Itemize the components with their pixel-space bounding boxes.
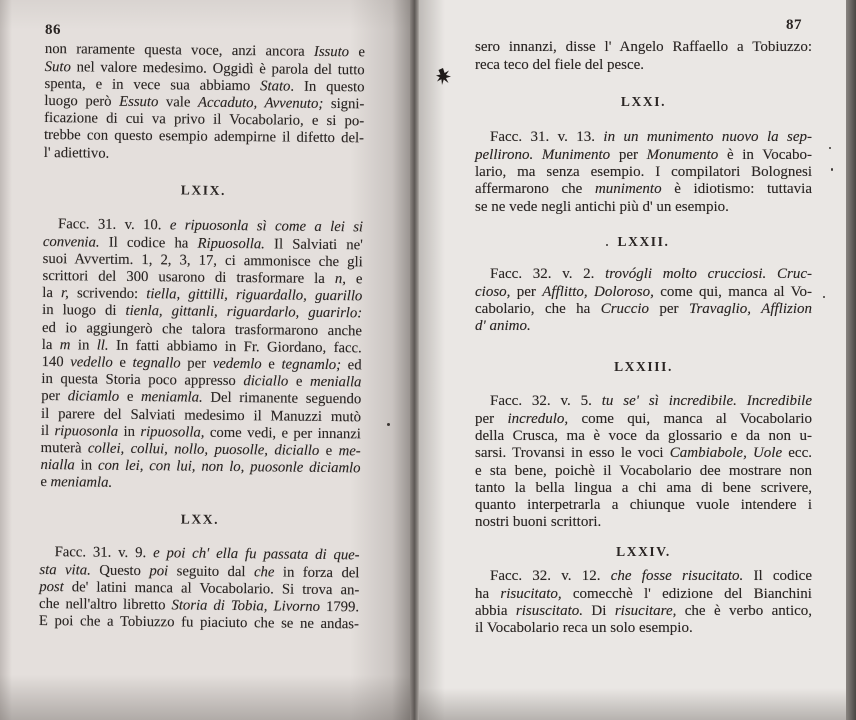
text-run: ficazione di cui va privo il Vocabolario, e si po- [44,110,365,130]
italic-text-run: e poi ch' ella fu passata di que- [153,545,360,564]
italic-text-run: n, [334,271,346,288]
text-run: reca teco del fiele del pesce. [475,56,645,73]
text-run: in [70,337,97,354]
text-run: e sta bene, poichè il Vocabolario dee mostrare non [475,462,812,479]
text-line [475,445,812,462]
text-run: . In questo [290,78,365,96]
book-edge [846,0,856,720]
text-line [475,129,812,146]
text-run: comecchè l' edizione del Bianchini [561,585,812,602]
italic-text-run: risuscitato. [515,602,583,619]
text-line [475,428,812,445]
section-heading-lxxi: LXXI. [620,94,667,110]
page-number: 87 [786,17,802,33]
left-page-text [39,0,366,663]
text-run: in luogo di [42,302,126,320]
text-run: per [180,355,213,372]
text-run: Facc. 31. v. 9. [54,544,154,562]
text-line [475,620,812,637]
text-run: la [42,285,62,302]
text-run: 1799. [319,598,360,616]
text-run: in [118,423,141,440]
text-line [475,199,812,216]
text-run: Facc. 31. v. 10. [57,216,170,234]
text-run: per [510,283,543,300]
text-run: come vedi, e per innanzi [204,424,361,443]
text-run: l' adiettivo. [43,144,110,162]
section-heading-lxx: LXX. [180,511,220,528]
text-run: In fatti abbiamo in Fr. Giordano, facc. [108,337,362,357]
text-run: nel valore medesimo. Oggidì è parola del tutto [70,58,365,78]
text-run: signi- [323,95,365,113]
italic-text-run: Afflitto, Doloroso, [542,283,654,300]
section-paragraph-lxx [39,544,360,633]
text-run: spenta, e in vece sua abbiamo [44,75,261,95]
text-run: scrivendo: [68,285,147,303]
ink-speck [829,147,831,149]
ink-speck [823,296,825,298]
text-run: nostri buoni scrittori. [475,514,602,531]
text-run: e [261,356,282,373]
text-run: Facc. 32. v. 5. [490,393,602,410]
text-run: Del rimanente seguendo [202,390,362,408]
ink-blot [436,68,451,85]
italic-text-run: tiella, gittilli, riguardallo, guarillo [146,286,363,305]
italic-text-run: incredulo, [507,410,569,427]
italic-text-run: collei, collui, nollo, puosolle, diciallo [87,440,320,459]
text-run: in questa Storia poco appresso [41,371,244,390]
italic-text-run: ll. [96,337,109,354]
italic-text-run: tienla, gittanli, riguardarlo, guarirlo: [125,303,363,322]
continued-paragraph [44,41,365,165]
text-run: come qui, manca al Vocabolario [568,410,812,427]
ink-speck [831,168,833,171]
text-run: e [348,44,365,61]
section-paragraph-lxix [40,216,363,495]
italic-text-run: meniamla. [141,389,203,407]
text-run: muterà [40,440,89,457]
text-run: per [610,146,647,163]
italic-text-run: Cambiabole, Uole [669,445,783,462]
text-line [475,57,812,74]
section-paragraph-lxxii [475,266,812,335]
section-heading-lxxii: LXXII. [617,234,670,250]
italic-text-run: Storia di Tobia, Livorno [171,597,321,615]
text-run: Facc. 32. v. 12. [490,568,611,585]
text-run: Il codice [743,568,812,585]
text-run: Il codice ha [99,234,198,252]
text-run: vale [158,94,199,111]
italic-text-run: trovógli molto crucciosi. Cruc- [605,266,812,283]
italic-text-run: me- [338,443,361,460]
text-run: e [119,389,142,406]
text-run: il Vocabolario reca un solo esempio. [475,620,693,637]
text-run: luogo però [44,92,120,110]
text-run: il [40,422,55,439]
italic-text-run: Stato [260,78,291,95]
section-heading-lxxiii: LXXIII. [614,359,673,375]
text-run: e [319,442,339,460]
section-heading-lxix: LXIX. [180,182,227,199]
italic-text-run: diciamlo [67,388,120,406]
page-number: 86 [45,22,61,38]
text-run: non raramente questa voce, anzi ancora [44,41,315,61]
italic-text-run: che [253,563,275,581]
text-line [475,463,812,480]
right-page-text [475,0,812,660]
section-paragraph-lxxiii [475,393,812,531]
italic-text-run: cioso, [475,283,511,300]
text-run: suoi Avvertim. 1, 2, 3, 17, ci ammonisce che gli [42,250,363,271]
continued-paragraph [475,39,812,74]
italic-text-run: Suto [44,58,71,75]
italic-text-run: m [59,336,71,354]
italic-text-run: diciallo [243,373,289,390]
left-page [0,0,412,720]
italic-text-run: in un munimento nuovo la sep- [603,129,812,146]
text-line [475,301,812,318]
italic-text-run: vedello [70,354,113,371]
text-run: E poi che a Tobiuzzo fu piaciuto che se ne andas- [38,613,359,633]
text-run: cabolario, che ha [475,300,601,317]
italic-text-run: d' animo. [475,318,531,335]
text-line [475,147,812,164]
text-run: de' latini manca al Vocabolario. Si trova an- [63,579,360,599]
italic-text-run: Cruccio [600,300,650,317]
italic-text-run: poi [149,562,169,579]
text-line [475,181,812,198]
text-run: in forza del [274,564,360,581]
section-paragraph-lxxi [475,129,812,215]
text-run: se ne vede negli antichi più d' un esempio. [475,198,729,215]
italic-text-run: Essuto [119,93,159,111]
text-line [475,514,812,531]
text-run: sero innanzi, disse l' Angelo Raffaello a Tobiuzzo: [475,39,812,56]
italic-text-run: che fosse risucitato. [610,568,744,585]
italic-text-run: risucitare, [614,602,677,619]
italic-text-run: sta vita. [39,561,91,579]
text-run: è idiotismo: tuttavia [661,181,812,198]
text-run: Questo [90,562,150,579]
italic-text-run: pellirono. Munimento [475,146,611,163]
italic-text-run: nialla [40,457,75,474]
text-run: trebbe con questo esempio adempirne il difetto del- [43,127,365,147]
text-run: abbia [475,602,516,619]
text-run: è in Vocabo- [718,146,813,163]
text-run: tanto la bella lingua a chi ama di bene scrivere, [475,479,812,496]
italic-text-run: Ripuosolla. [197,235,265,252]
text-line [39,613,359,634]
text-run: e [345,271,363,288]
section-paragraph-lxxiv [475,568,812,637]
text-run: ed io aggiungerò che talora trasformarono anche [41,319,363,339]
right-page [419,0,846,720]
italic-text-run: menialla [309,374,362,391]
text-run: il parere del Salviati medesimo il Manuzzi mutò [41,405,362,425]
text-run: sarsi. Trovansi in esso le voci [475,445,670,462]
italic-text-run: con lei, con lui, non lo, puosonle diciamlo [97,457,361,477]
italic-text-run: Accaduto, Avvenuto; [197,94,324,112]
text-run: Facc. 32. v. 2. [490,266,606,283]
text-run: come qui, manca al Vo- [653,283,812,300]
text-line [475,266,812,283]
italic-text-run: ripuosonla [54,422,119,440]
text-line [475,39,812,56]
text-run: e [112,354,133,371]
text-run: ha [475,585,501,602]
italic-text-run: Issuto [313,44,350,61]
text-line [475,164,812,181]
text-run: e [288,373,311,391]
italic-text-run: r, [60,285,69,302]
text-run: ecc. [782,445,812,462]
text-run: Di [583,602,615,619]
text-run: affermarono che [475,181,595,198]
text-run: e [40,474,51,491]
section-heading-lxxiv: LXXIV. [616,544,671,560]
italic-text-run: munimento [594,181,662,198]
italic-text-run: Travaglio, Afflizion [688,300,812,317]
text-line [475,284,812,301]
italic-text-run: tegnamlo; [281,356,342,374]
italic-text-run: meniamla. [50,474,113,492]
italic-text-run: tu se' sì incredibile. Incredibile [601,393,812,410]
text-line [475,411,812,428]
text-run: per [475,410,508,427]
italic-text-run: tegnallo [132,354,181,372]
text-run: lario, ma senza esempio. I compilatori Bolognesi [475,163,812,180]
text-run: Facc. 31. v. 13. [490,129,604,146]
text-run: che è verbo antico, [676,602,813,619]
text-line [44,145,364,166]
ink-speck [387,423,390,426]
text-run: ed [340,357,362,374]
text-line [475,393,812,410]
text-line [40,474,360,495]
italic-text-run: vedemlo [212,355,262,373]
italic-text-run: Monumento [646,146,719,163]
text-line [475,480,812,497]
text-run: la [41,336,60,353]
text-run: 140 [41,353,71,371]
text-run: quanto interpetrarla a chiunque vuole intendere i [475,497,812,514]
text-run: scrittori del 300 usarono di trasformare la [42,267,335,288]
text-line [475,568,812,585]
ink-speck [606,244,608,246]
text-run: della Crusca, ma è voce da glossario e da non u- [475,427,812,444]
text-line [475,497,812,514]
text-run: seguito dal [168,562,255,580]
text-line [475,318,812,335]
text-run: per [41,388,68,405]
text-run: in [74,457,99,474]
italic-text-run: e ripuosonla sì come a lei si [169,217,364,236]
text-run: che nell'altro libretto [39,595,172,614]
text-line [475,586,812,603]
italic-text-run: ripuosolla, [140,423,205,441]
italic-text-run: post [39,578,64,596]
text-run: per [649,300,689,317]
italic-text-run: risucitato, [500,585,562,602]
text-line [475,603,812,620]
text-run: Il Salviati ne' [264,235,363,253]
italic-text-run: convenia. [42,233,100,251]
